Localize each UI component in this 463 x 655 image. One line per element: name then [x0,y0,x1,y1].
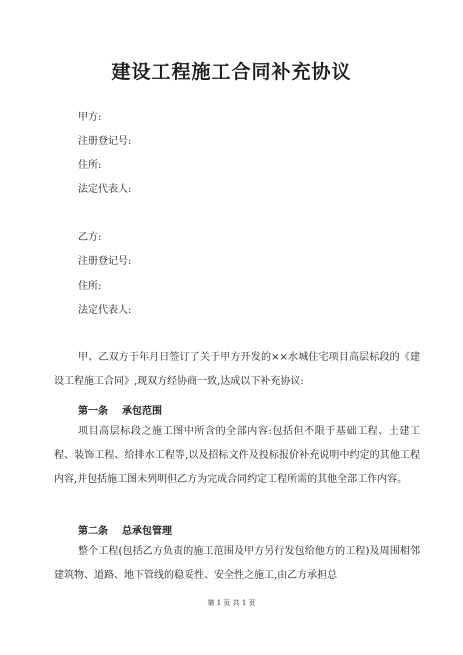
party-b-rep-label: 法定代表人: [78,305,132,316]
article-1-heading [78,402,162,417]
article-1-title: 承包范围 [122,406,162,417]
article-2-number: 第二条 [78,526,108,537]
party-a-reg-label: 注册登记号: [78,136,132,147]
party-b-address-label: 住所: [78,281,102,292]
party-a-rep-label: 法定代表人: [78,184,132,195]
page-footer: 第 1 页 共 1 页 [207,599,256,607]
article-1-body: 项目高层标段之施工图中所含的全部内容:包括但不限于基础工程、土建工程、装饰工程、给排水工程等,以及招标文件及投标报价补充说明中约定的其他工程内容,并包括施工图未列明但乙方为完成合同约定工程所需的其他全部工作内容。 [54,426,420,485]
document-title: 建设工程施工合同补充协议 [111,61,352,83]
party-a-address-label: 住所: [78,160,102,171]
party-b-reg-label: 注册登记号: [78,256,132,267]
article-1-number: 第一条 [78,406,108,417]
article-2-title: 总承包管理 [122,526,172,537]
article-2-heading [78,522,172,537]
party-b-name-label: 乙方: [78,232,102,243]
party-a-name-label: 甲方: [78,112,102,123]
article-2-body: 整个工程(包括乙方负责的施工范围及甲方另行发包给他方的工程)及周围相邻建筑物、道路、地下管线的稳妥性、安全性之施工,由乙方承担总 [54,546,420,581]
intro-paragraph: 甲、乙双方于年月日签订了关于甲方开发的××水城住宅项目高层标段的《建设工程施工合同》,现双方经协商一致,达成以下补充协议: [54,352,420,387]
